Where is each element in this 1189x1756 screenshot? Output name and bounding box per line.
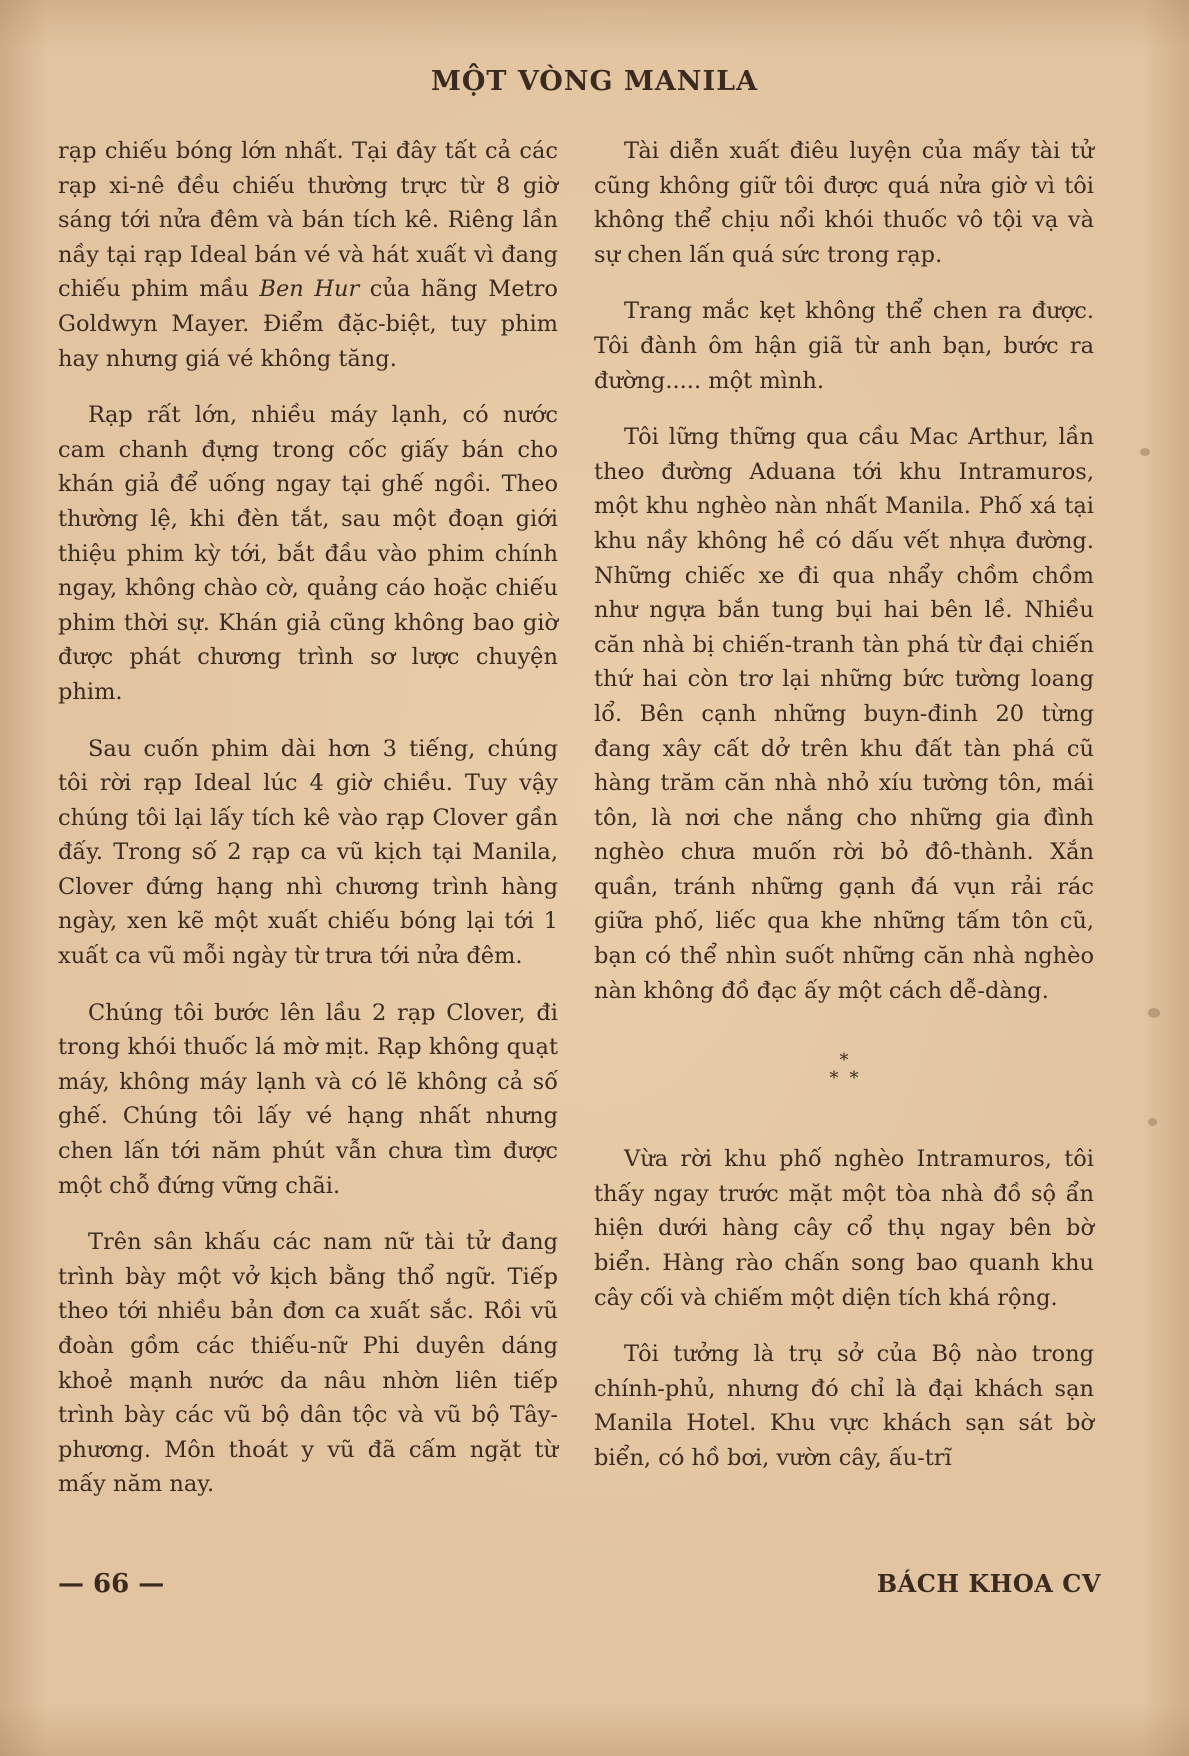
magazine-name: BÁCH KHOA CV [876, 1569, 1101, 1598]
asterism-icon [814, 1052, 874, 1096]
paragraph: Tôi tưởng là trụ sở của Bộ nào trong chính-phủ, nhưng đó chỉ là đại khách sạn Manila Hotel. Khu vực khách sạn sát bờ biển, có hồ bơi, vườn cây, ấu-trĩ [594, 1341, 1094, 1471]
paragraph: Tài diễn xuất điêu luyện của mấy tài tử cũng không giữ tôi được quá nửa giờ vì tôi không thể chịu nổi khói thuốc vô tội vạ và sự chen lấn quá sức trong rạp. [594, 138, 1094, 268]
svg-text:*: * [839, 1052, 849, 1072]
paragraph: Trên sân khấu các nam nữ tài tử đang trình bày một vở kịch bằng thổ ngữ. Tiếp theo tới nhiều bản đơn ca xuất sắc. Rồi vũ đoàn gồm các thiếu-nữ Phi duyên dáng khoẻ mạnh nước da nâu nhờn liên tiếp trình bày các vũ bộ dân tộc và vũ bộ Tây-phương. Môn thoát y vũ đã cấm ngặt từ mấy năm nay. [58, 1229, 558, 1498]
svg-text:*: * [829, 1068, 839, 1090]
page-number: — 66 — [58, 1569, 165, 1599]
paper-stain [1148, 1008, 1160, 1018]
running-title: MỘT VÒNG MANILA [430, 66, 759, 97]
paragraph: Vừa rời khu phố nghèo Intramuros, tôi thấy ngay trước mặt một tòa nhà đồ sộ ẩn hiện dưới hàng cây cổ thụ ngay bên bờ biển. Hàng rào chấn song bao quanh khu cây cối và chiếm một diện tích khá rộng. [594, 1146, 1094, 1311]
paragraph: Trang mắc kẹt không thể chen ra được. Tôi đành ôm hận giã từ anh bạn, bước ra đường..... một mình. [594, 298, 1094, 394]
paper-stain [1140, 448, 1150, 456]
paragraph: Tôi lững thững qua cầu Mac Arthur, lần theo đường Aduana tới khu Intramuros, một khu nghèo nàn nhất Manila. Phố xá tại khu nầy không hề có dấu vết nhựa đường. Những chiếc xe đi qua nhẩy chồm chồm như ngựa bắn tung bụi hai bên lề. Nhiều căn nhà bị chiến-tranh tàn phá từ đại chiến thứ hai còn trơ lại những bức tường loang lổ. Bên cạnh những buyn-đinh 20 từng đang xây cất dở trên khu đất tàn phá cũ hàng trăm căn nhà nhỏ xíu tường tôn, mái tôn, là nơi che nắng cho những gia đình nghèo chưa muốn rời bỏ đô-thành. Xắn quần, tránh những gạnh đá vụn rải rác giữa phố, liếc qua khe những tấm tôn cũ, bạn có thể nhìn suốt những căn nhà nghèo nàn không đồ đạc ấy một cách dễ-dàng. [594, 424, 1094, 1004]
paragraph: Sau cuốn phim dài hơn 3 tiếng, chúng tôi rời rạp Ideal lúc 4 giờ chiều. Tuy vậy chúng tôi lại lấy tích kê vào rạp Clover gần đấy. Trong số 2 rạp ca vũ kịch tại Manila, Clover đứng hạng nhì chương trình hàng ngày, xen kẽ một xuất chiếu bóng lại tới 1 xuất ca vũ mỗi ngày từ trưa tới nửa đêm. [58, 735, 558, 970]
right-column [594, 134, 1094, 1498]
paragraph: Rạp rất lớn, nhiều máy lạnh, có nước cam chanh đựng trong cốc giấy bán cho khán giả để uống ngay tại ghế ngồi. Theo thường lệ, khi đèn tắt, sau một đoạn giới thiệu phim kỳ tới, bắt đầu vào phim chính ngay, không chào cờ, quảng cáo hoặc chiếu phim thời sự. Khán giả cũng không bao giờ được phát chương trình sơ lược chuyện phim. [58, 402, 558, 705]
paragraph [58, 134, 558, 376]
paragraph-text: của hãng Metro Goldwyn Mayer. Điểm đặc-biệt, tuy phim hay nhưng giá vé không tăng. [58, 276, 558, 372]
left-column [58, 134, 558, 1524]
paragraph: Chúng tôi bước lên lầu 2 rạp Clover, đi trong khói thuốc lá mờ mịt. Rạp không quạt máy, không máy lạnh và có lẽ không cả số ghế. Chúng tôi lấy vé hạng nhất nhưng chen lấn tới năm phút vẫn chưa tìm được một chỗ đứng vững chãi. [58, 999, 558, 1199]
paper-stain [1148, 1118, 1157, 1126]
section-break-asterism [594, 1052, 1094, 1112]
film-title: Ben Hur [259, 276, 360, 303]
svg-text:*: * [849, 1068, 859, 1090]
paragraph-text: rạp chiếu bóng lớn nhất. Tại đây tất cả các rạp xi-nê đều chiếu thường trực từ 8 giờ sáng tới nửa đêm và bán tích kê. Riêng lần nầy tại rạp Ideal bán vé và hát xuất vì đang chiếu phim mầu [58, 138, 558, 303]
